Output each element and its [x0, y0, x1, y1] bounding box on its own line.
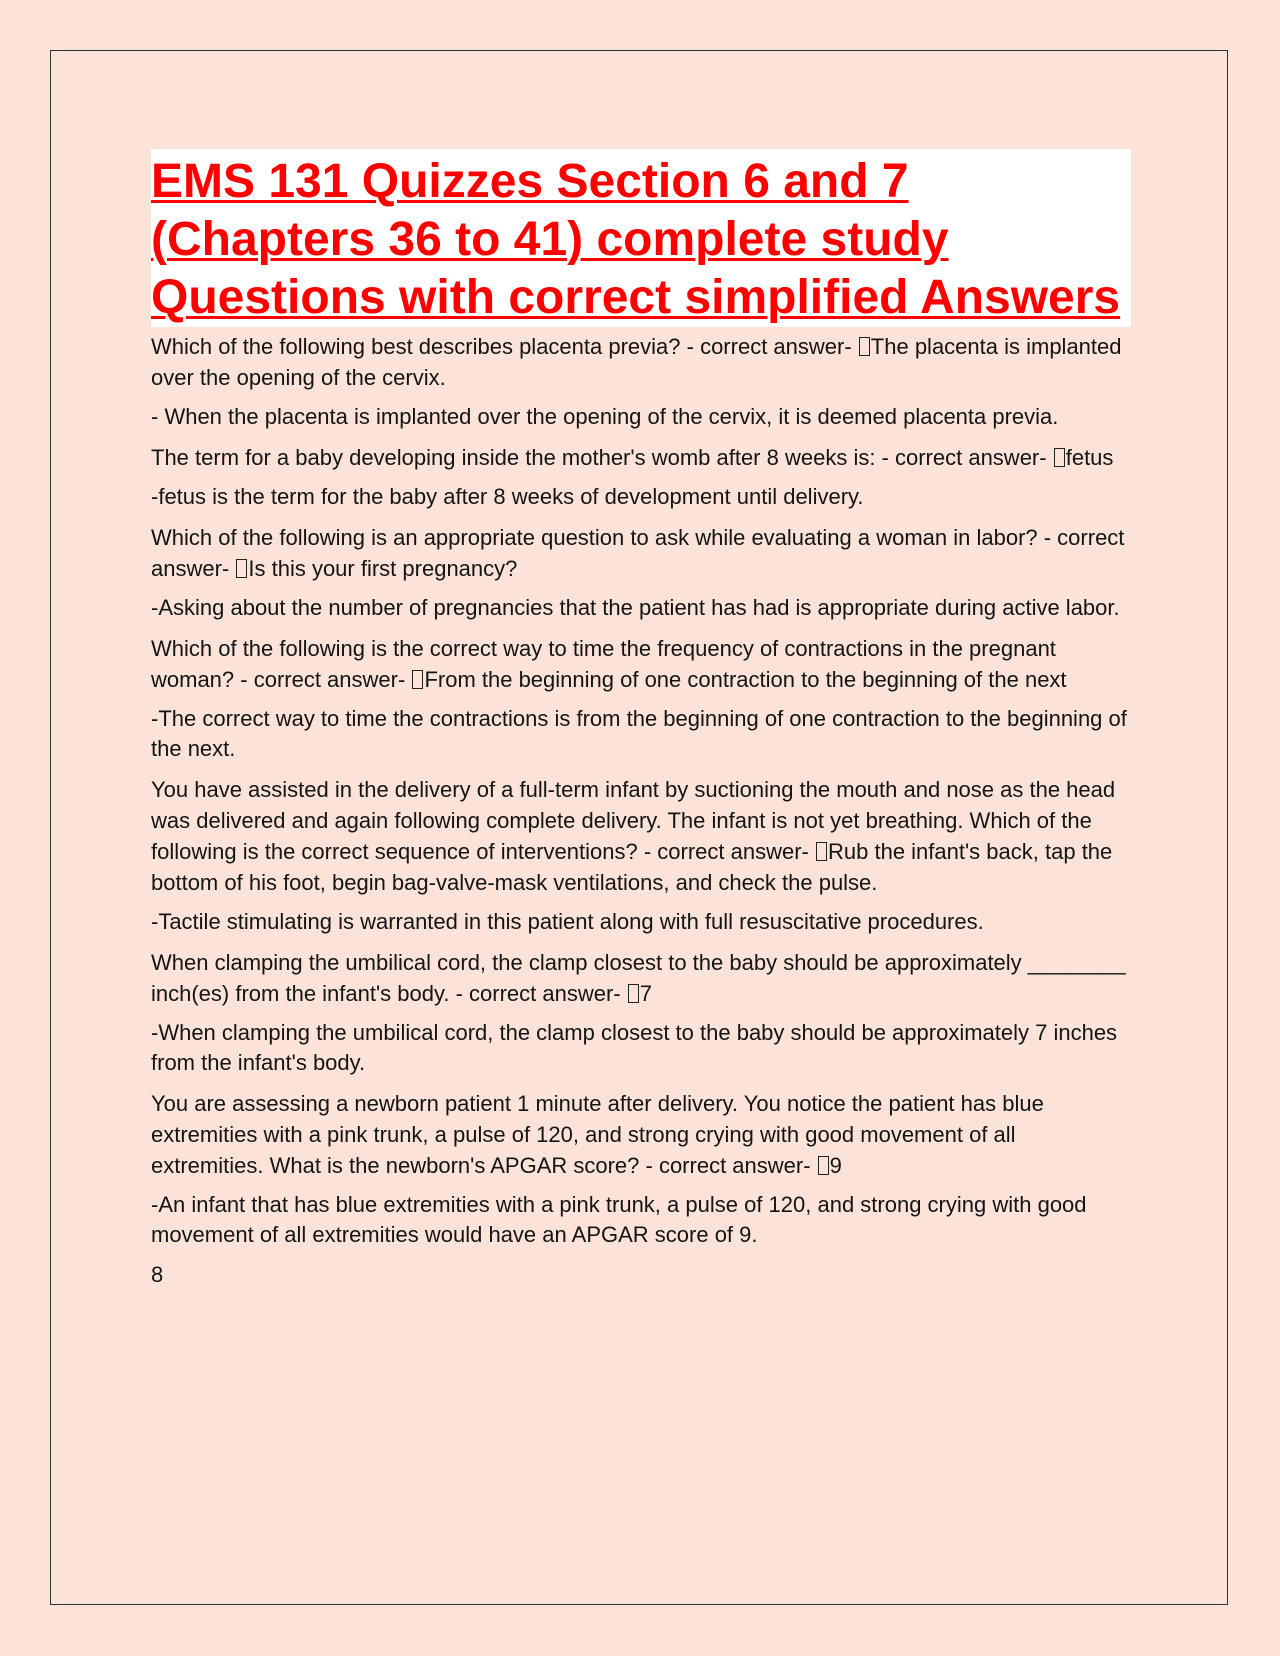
qa-explanation: -When clamping the umbilical cord, the clamp closest to the baby should be approximately 7 inches from the infant's body. — [151, 1020, 1118, 1075]
missing-glyph-box-icon — [816, 842, 827, 861]
question-text: You are assessing a newborn patient 1 minute after delivery. You notice the patient has blue extremities with a pink trunk, a pulse of 120, and strong crying with good movement of all extremities. What is the newborn's APGAR score? - correct answer- — [151, 1091, 1044, 1178]
answer-text: fetus — [1065, 445, 1114, 470]
document-title: EMS 131 Quizzes Section 6 and 7 (Chapters 36 to 41) complete study Questions with correct simplified Answers — [151, 155, 1121, 324]
qa-question — [151, 522, 1131, 584]
qa-explanation: -Asking about the number of pregnancies that the patient has had is appropriate during active labor. — [151, 595, 1120, 620]
answer-text: The placenta is implanted over the opening of the cervix. — [151, 334, 1122, 390]
title-block — [151, 149, 1131, 327]
question-text: Which of the following is an appropriate question to ask while evaluating a woman in labor? - correct answer- — [151, 525, 1125, 581]
qa-explanation: -fetus is the term for the baby after 8 weeks of development until delivery. — [151, 484, 864, 509]
missing-glyph-box-icon — [1054, 448, 1065, 467]
qa-explanation: - When the placenta is implanted over the opening of the cervix, it is deemed placenta previa. — [151, 404, 1059, 429]
qa-question — [151, 633, 1131, 695]
page-number: 8 — [151, 1262, 164, 1287]
qa-question — [151, 1088, 1131, 1181]
qa-question — [151, 774, 1131, 898]
answer-text: 7 — [639, 981, 653, 1006]
missing-glyph-box-icon — [412, 670, 423, 689]
document-body — [151, 149, 1131, 1290]
qa-question — [151, 331, 1131, 393]
question-text: The term for a baby developing inside the mother's womb after 8 weeks is: - correct answer- — [151, 445, 1047, 470]
answer-text: Is this your first pregnancy? — [248, 556, 518, 581]
qa-explanation: -The correct way to time the contractions is from the beginning of one contraction to the beginning of the next. — [151, 706, 1127, 761]
missing-glyph-box-icon — [818, 1156, 829, 1175]
qa-question — [151, 947, 1131, 1009]
question-text: You have assisted in the delivery of a full-term infant by suctioning the mouth and nose as the head was delivered and again following complete delivery. The infant is not yet breathing. Which of the following is the correct sequence of interventions? - correct answer- — [151, 777, 1116, 864]
missing-glyph-box-icon — [628, 984, 639, 1003]
answer-text: From the beginning of one contraction to the beginning of the next — [424, 667, 1067, 692]
answer-text: Rub the infant's back, tap the bottom of his foot, begin bag-valve-mask ventilations, and check the pulse. — [151, 839, 1113, 895]
question-text: When clamping the umbilical cord, the clamp closest to the baby should be approximately ________ inch(es) from the infant's body. - correct answer- — [151, 950, 1126, 1006]
qa-question — [151, 442, 1131, 473]
answer-text: 9 — [829, 1153, 842, 1178]
qa-explanation: -An infant that has blue extremities with a pink trunk, a pulse of 120, and strong crying with good movement of all extremities would have an APGAR score of 9. — [151, 1192, 1087, 1247]
missing-glyph-box-icon — [859, 337, 870, 356]
question-text: Which of the following best describes placenta previa? - correct answer- — [151, 334, 852, 359]
qa-explanation: -Tactile stimulating is warranted in this patient along with full resuscitative procedures. — [151, 909, 984, 934]
missing-glyph-box-icon — [236, 559, 247, 578]
question-text: Which of the following is the correct way to time the frequency of contractions in the pregnant woman? - correct answer- — [151, 636, 1056, 692]
